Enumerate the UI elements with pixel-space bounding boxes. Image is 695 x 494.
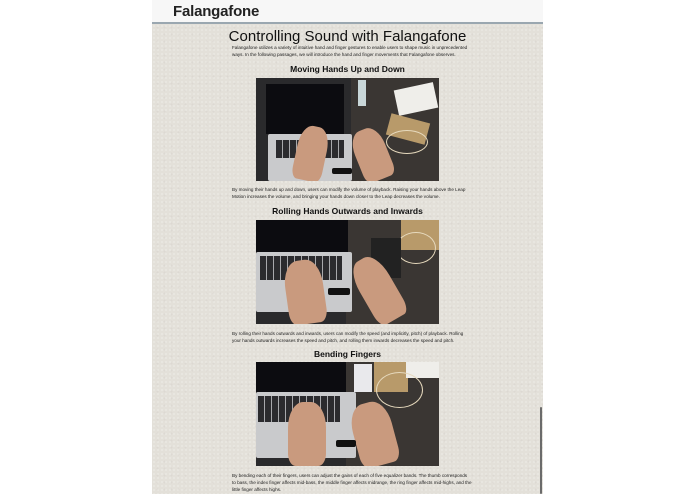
page-body — [152, 0, 543, 494]
photo-bending-fingers — [256, 362, 439, 466]
section-heading-fingers: Bending Fingers — [313, 349, 382, 359]
photo-rolling-hands — [256, 220, 439, 324]
section-text-fingers: By bending each of their fingers, users can adjust the gains of each of five equalizer bands. The thumb corresponds to bass, the index finger affects mid-bass, the middle finger affects midrange, the ring finger affects mid-highs, and the little finger affects highs. — [232, 473, 472, 492]
section-text-speed: By rolling their hands outwards and inwards, users can modify the speed (and implicitly, pitch) of playback. Rolling your hands outwards increases the speed and pitch, and rolling them inwards decreases the speed and pitch. — [232, 331, 464, 343]
site-header — [152, 0, 543, 24]
section-heading-speed: Rolling Hands Outwards and Inwards — [272, 206, 423, 216]
section-heading-volume: Moving Hands Up and Down — [290, 64, 405, 74]
photo-hands-up-down — [256, 78, 439, 181]
page-title: Controlling Sound with Falangafone — [228, 28, 467, 45]
vertical-scrollbar[interactable] — [540, 407, 542, 494]
site-title[interactable]: Falangafone — [173, 3, 260, 20]
section-text-volume: By moving their hands up and down, users can modify the volume of playback. Raising your hands above the Leap Motion increases the volume, and bringing your hands down closer to the Leap decreases the volume. — [232, 187, 466, 199]
intro-paragraph: Falangafone utilizes a variety of intuitive hand and finger gestures to enable users to shape music in unprecedented ways. In the following passages, we will introduce the hand and finger movements that Falangafone observes. — [232, 45, 468, 57]
